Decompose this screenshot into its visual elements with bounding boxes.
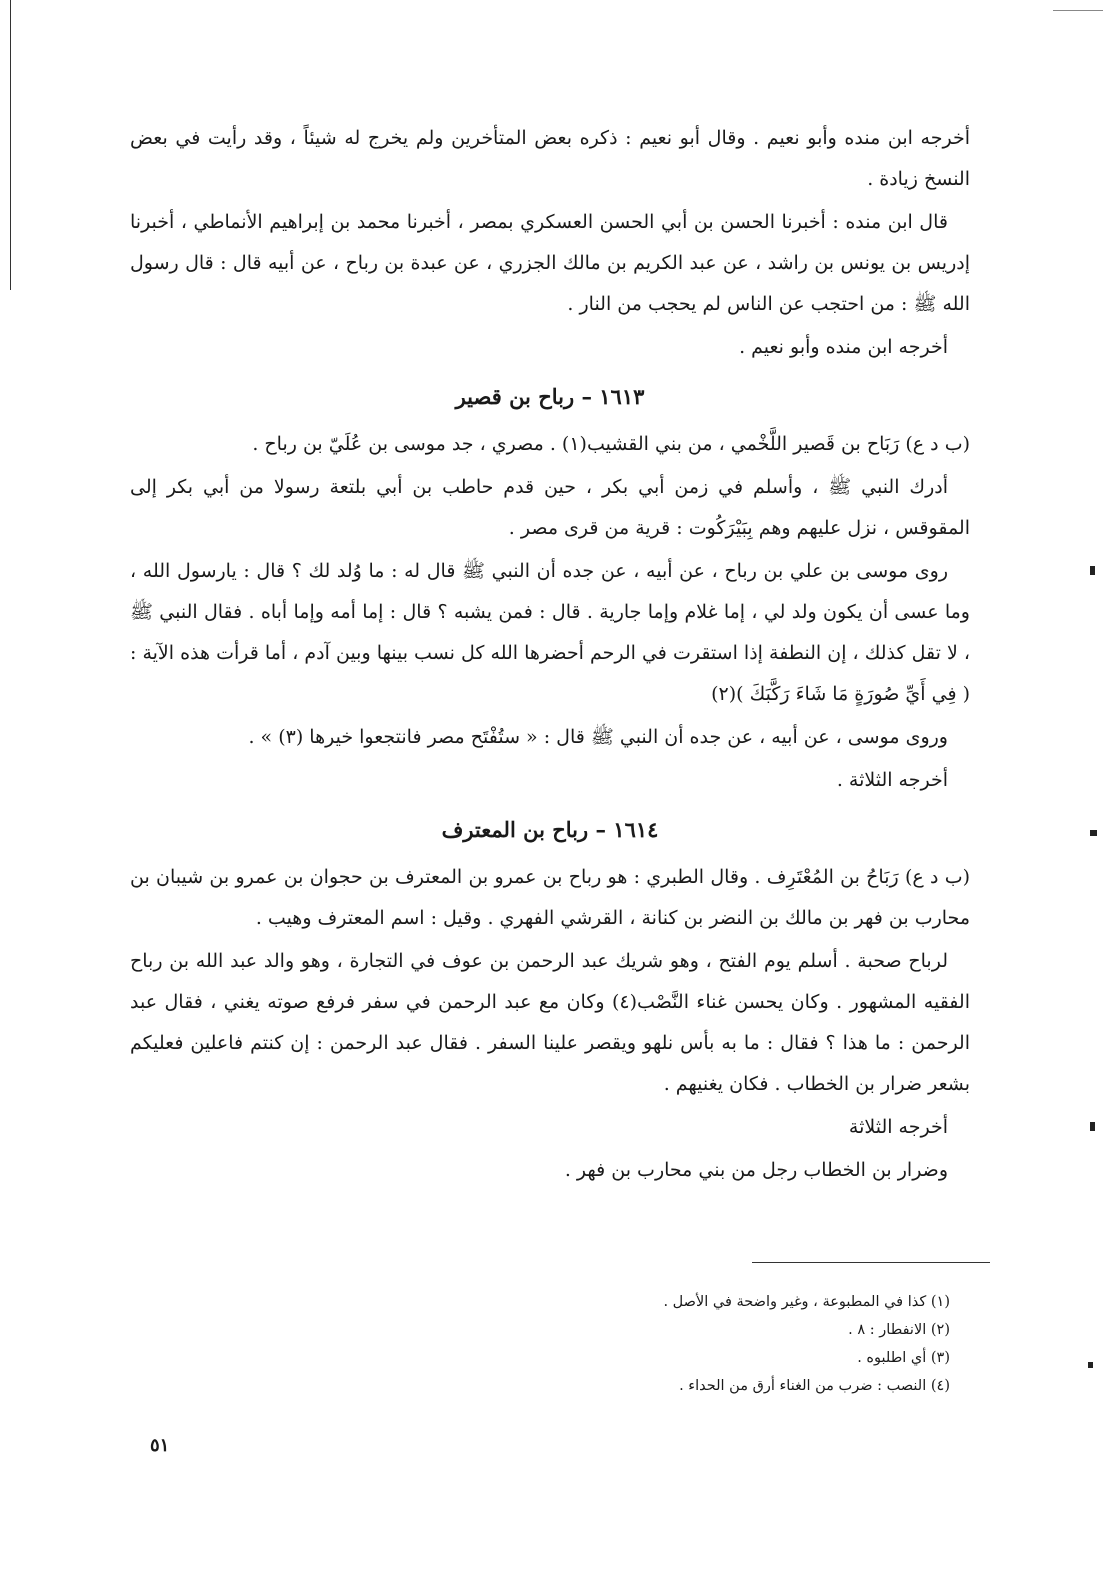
paragraph: أخرجه الثلاثة . — [836, 769, 948, 791]
scan-mark — [1090, 830, 1097, 836]
footnote: (١) كذا في المطبوعة ، وغير واضحة في الأصل . — [663, 1294, 950, 1310]
paragraph: (ب د ع) رَبَاح بن قَصير اللَّخْمي ، من بني القشيب(١) . مصري ، جد موسى بن عُلَيّ بن رباح . — [252, 433, 970, 455]
scan-mark — [1090, 566, 1095, 575]
paragraph: لرباح صحبة . أسلم يوم الفتح ، وهو شريك عبد الرحمن بن عوف في التجارة ، وهو والد عبد الله بن رباح الفقيه المشهور . وكان يحسن غناء النَّصْب(٤) وكان مع عبد الرحمن في سفر فرفع صوته يغني ، فقال عبد الرحمن : ما هذا ؟ فقال : ما به بأس نلهو ويقصر علينا السفر . فقال عبد الرحمن : إن كنتم فاعلين فعليكم بشعر ضرار بن الخطاب . فكان يغنيهم . — [130, 950, 970, 1095]
entry-heading: ١٦١٤ – رباح بن المعترف — [441, 817, 659, 842]
paragraph: أخرجه ابن منده وأبو نعيم . — [739, 336, 948, 358]
paragraph: قال ابن منده : أخبرنا الحسن بن أبي الحسن العسكري بمصر ، أخبرنا محمد بن إبراهيم الأنماطي ، أخبرنا إدريس بن يونس بن راشد ، عن عبد الكريم بن مالك الجزري ، عن عبدة بن رباح ، عن أبيه قال : قال رسول الله ﷺ : من احتجب عن الناس لم يحجب من النار . — [130, 211, 970, 315]
scan-border-line — [10, 0, 11, 290]
paragraph: أدرك النبي ﷺ ، وأسلم في زمن أبي بكر ، حين قدم حاطب بن أبي بلتعة رسولا من أبي بكر إلى المقوقس ، نزل عليهم وهم بِبَيْرَكُوت : قرية من قرى مصر . — [130, 476, 970, 539]
page-number: ٥١ — [150, 1435, 170, 1456]
paragraph: وروى موسى ، عن أبيه ، عن جده أن النبي ﷺ قال : « ستُفْتَح مصر فانتجعوا خيرها (٣) » . — [248, 726, 948, 748]
footnotes — [430, 1288, 950, 1400]
footnote: (٤) النصب : ضرب من الغناء أرق من الحداء . — [679, 1378, 950, 1394]
footnote: (٢) الانفطار : ٨ . — [848, 1322, 950, 1338]
entry-heading: ١٦١٣ – رباح بن قصير — [455, 384, 645, 409]
footnote-divider — [752, 1262, 990, 1263]
paragraph: أخرجه الثلاثة — [848, 1116, 948, 1138]
paragraph: روى موسى بن علي بن رباح ، عن أبيه ، عن جده أن النبي ﷺ قال له : ما وُلد لك ؟ قال : يارسول الله ، وما عسى أن يكون ولد لي ، إما غلام وإما جارية . قال : فمن يشبه ؟ قال : إما أمه وإما أباه . فقال النبي ﷺ ، لا تقل كذلك ، إن النطفة إذا استقرت في الرحم أحضرها الله كل نسب بينها وبين آدم ، أما قرأت هذه الآية : ( فِي أَيِّ صُورَةٍ مَا شَاءَ رَكَّبَكَ )(٢) — [130, 560, 970, 705]
scan-mark — [1090, 1122, 1095, 1131]
scan-mark — [1088, 1362, 1093, 1368]
footnote: (٣) أي اطلبوه . — [857, 1350, 950, 1366]
paragraph: أخرجه ابن منده وأبو نعيم . وقال أبو نعيم : ذكره بعض المتأخرين ولم يخرج له شيئاً ، وقد رأيت في بعض النسخ زيادة . — [130, 127, 970, 190]
scan-top-rule — [1053, 10, 1103, 11]
paragraph: (ب د ع) رَبَاحُ بن المُعْتَرِف . وقال الطبري : هو رباح بن عمرو بن المعترف بن حجوان بن عمرو بن شيبان بن محارب بن فهر بن مالك بن النضر بن كنانة ، القرشي الفهري . وقيل : اسم المعترف وهيب . — [130, 866, 970, 929]
page-body — [130, 118, 970, 1193]
paragraph: وضرار بن الخطاب رجل من بني محارب بن فهر . — [564, 1159, 948, 1181]
